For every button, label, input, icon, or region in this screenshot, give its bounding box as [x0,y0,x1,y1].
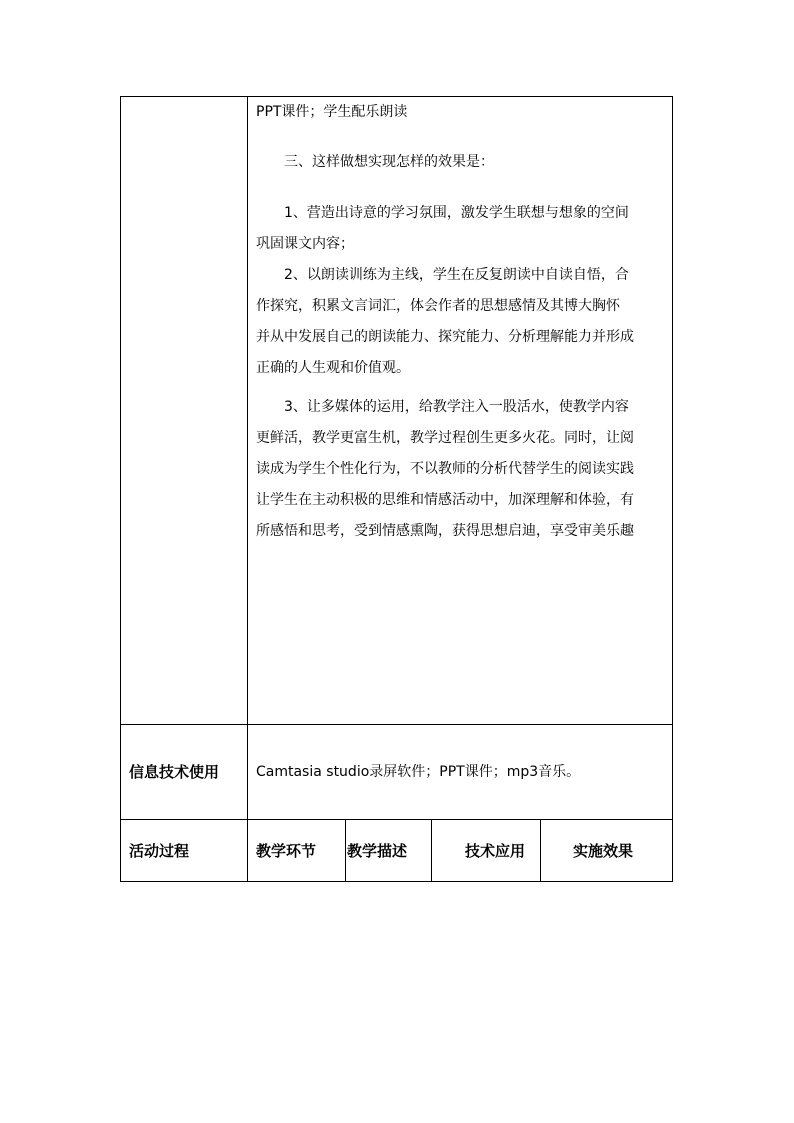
row-divider [120,819,673,820]
row-divider [120,724,673,725]
content-cell [248,97,672,724]
content-line: 三、这样做想实现怎样的效果是： [284,154,494,170]
activity-col-teaching-description: 教学描述 [347,842,408,860]
activity-label: 活动过程 [129,842,190,860]
content-line: 并从中发展自己的朗读能力、探究能力、分析理解能力并形成 [256,329,634,345]
activity-col-implementation-effect: 实施效果 [573,842,634,860]
cell-divider [431,819,432,882]
content-line: 1、营造出诗意的学习氛围，激发学生联想与想象的空间 [284,205,629,221]
content-line: PPT课件；学生配乐朗读 [256,104,408,120]
content-line: 更鲜活，教学更富生机，教学过程创生更多火花。同时，让阅 [256,430,634,446]
content-line: 2、以朗读训练为主线，学生在反复朗读中自读自悟，合 [284,267,629,283]
content-line: 3、让多媒体的运用，给教学注入一股活水，使教学内容 [284,399,629,415]
content-line: 读成为学生个性化行为，不以教师的分析代替学生的阅读实践 [256,461,634,477]
content-line: 让学生在主动积极的思维和情感活动中，加深理解和体验，有 [256,492,634,508]
content-line: 所感悟和思考，受到情感熏陶，获得思想启迪，享受审美乐趣 [256,523,634,539]
content-line: 巩固课文内容； [256,236,354,252]
activity-col-teaching-step: 教学环节 [256,842,317,860]
activity-col-technology-application: 技术应用 [465,842,526,860]
cell-divider [345,819,346,882]
content-line: 作探究，积累文言词汇，体会作者的思想感情及其博大胸怀 [256,298,620,314]
cell-divider [540,819,541,882]
info-tech-label: 信息技术使用 [129,763,220,781]
info-tech-value: Camtasia studio录屏软件；PPT课件；mp3音乐。 [256,764,581,780]
content-line: 正确的人生观和价值观。 [256,360,410,376]
